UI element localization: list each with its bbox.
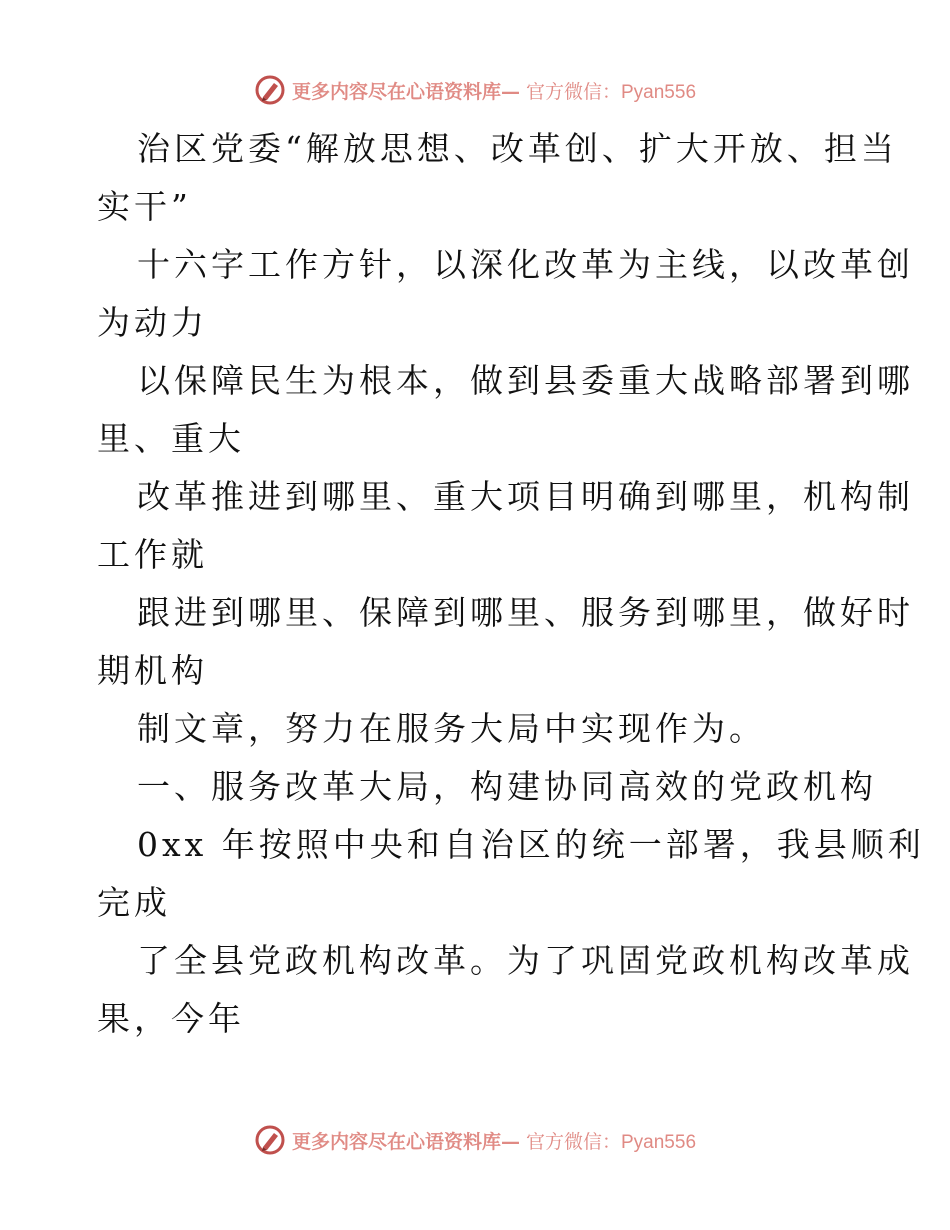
pen-circle-icon bbox=[254, 1124, 286, 1156]
document-body bbox=[97, 120, 925, 1048]
body-line: 改革推进到哪里、重大项目明确到哪里，机构制 bbox=[137, 477, 914, 516]
body-line: 0xx 年按照中央和自治区的统一部署，我县顺利 bbox=[137, 825, 925, 864]
watermark-text: 更多内容尽在心语资料库— bbox=[291, 80, 520, 103]
body-line: 里、重大 bbox=[97, 419, 245, 458]
body-line: 制文章，努力在服务大局中实现作为。 bbox=[137, 709, 766, 748]
section-heading: 一、服务改革大局，构建协同高效的党政机构 bbox=[137, 767, 877, 806]
footer-watermark bbox=[0, 1120, 950, 1160]
header-watermark bbox=[0, 70, 950, 110]
body-line: 跟进到哪里、保障到哪里、服务到哪里，做好时 bbox=[137, 593, 914, 632]
body-line: 果，今年 bbox=[97, 999, 245, 1038]
body-line: 为动力 bbox=[97, 303, 208, 342]
body-line: 以保障民生为根本，做到县委重大战略部署到哪 bbox=[137, 361, 914, 400]
body-line: 十六字工作方针，以深化改革为主线，以改革创 bbox=[137, 245, 914, 284]
watermark-wechat: 官方微信：Pyan556 bbox=[526, 81, 697, 103]
watermark-wechat: 官方微信：Pyan556 bbox=[526, 1131, 697, 1153]
body-line: 实干” bbox=[97, 187, 192, 226]
body-line: 了全县党政机构改革。为了巩固党政机构改革成 bbox=[137, 941, 914, 980]
body-line: 期机构 bbox=[97, 651, 208, 690]
body-line: 完成 bbox=[97, 883, 171, 922]
watermark-text: 更多内容尽在心语资料库— bbox=[291, 1130, 520, 1153]
body-line: 治区党委“解放思想、改革创、扩大开放、担当 bbox=[137, 129, 898, 168]
pen-circle-icon bbox=[254, 74, 286, 106]
body-line: 工作就 bbox=[97, 535, 208, 574]
